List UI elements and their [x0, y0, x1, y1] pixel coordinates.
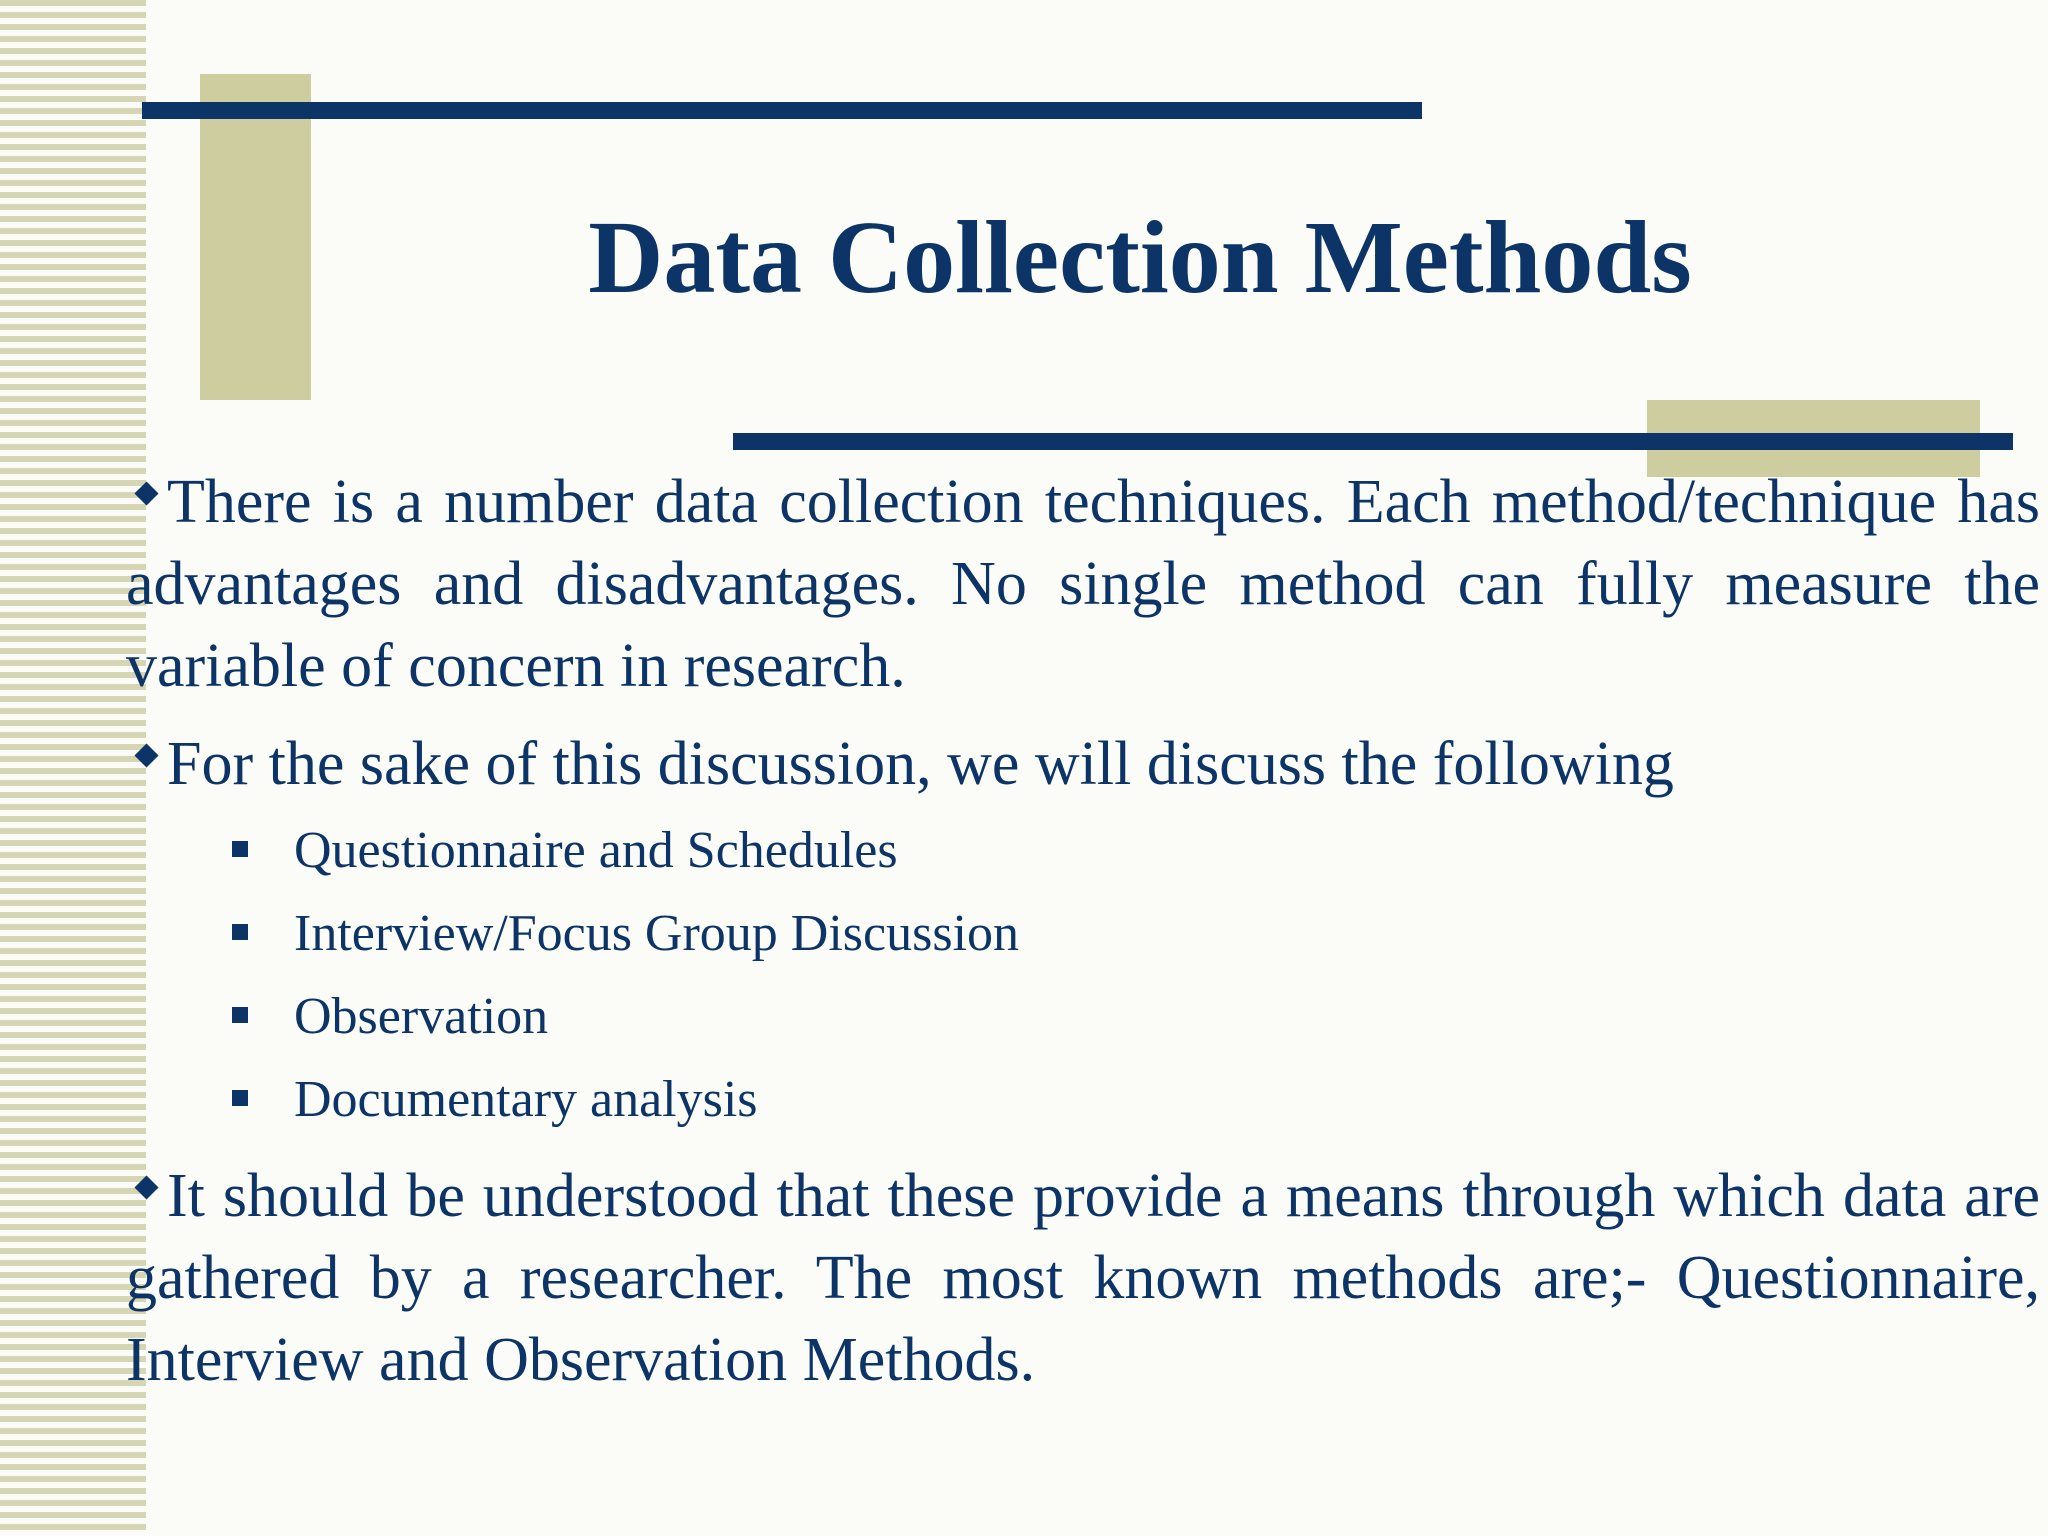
slide-body — [126, 461, 2040, 1401]
bullet-paragraph-3 — [126, 1155, 2040, 1401]
square-bullet-icon — [232, 841, 248, 857]
sub-item-text: Documentary analysis — [294, 1071, 758, 1128]
sub-item-text: Interview/Focus Group Discussion — [294, 905, 1020, 962]
square-bullet-icon — [232, 1007, 248, 1023]
methods-sublist — [126, 809, 2040, 1141]
diamond-bullet-icon — [134, 743, 158, 767]
decorative-stripes — [0, 0, 146, 1536]
bullet-text-3: It should be understood that these provide a means through which data are gathered by a researcher. The most known methods are;- Questionnaire, Interview and Observation Methods. — [126, 1162, 2040, 1394]
square-bullet-icon — [232, 924, 248, 940]
title-rule-top — [142, 102, 1422, 119]
list-item — [126, 1058, 2040, 1141]
diamond-bullet-icon — [134, 1175, 158, 1199]
slide-title: Data Collection Methods — [588, 200, 1692, 315]
sub-item-text: Questionnaire and Schedules — [294, 822, 898, 879]
list-item — [126, 975, 2040, 1058]
diamond-bullet-icon — [134, 481, 158, 505]
list-item — [126, 809, 2040, 892]
bullet-text-1: There is a number data collection techniques. Each method/technique has advantages and disadvantages. No single method can fully measure the variable of concern in research. — [126, 468, 2040, 700]
accent-block-left — [200, 74, 311, 400]
sub-item-text: Observation — [294, 988, 549, 1045]
bullet-paragraph-2 — [126, 723, 2040, 805]
title-rule-bottom — [733, 433, 2013, 450]
list-item — [126, 892, 2040, 975]
bullet-text-2: For the sake of this discussion, we will discuss the following — [167, 730, 1674, 798]
square-bullet-icon — [232, 1090, 248, 1106]
bullet-paragraph-1 — [126, 461, 2040, 707]
